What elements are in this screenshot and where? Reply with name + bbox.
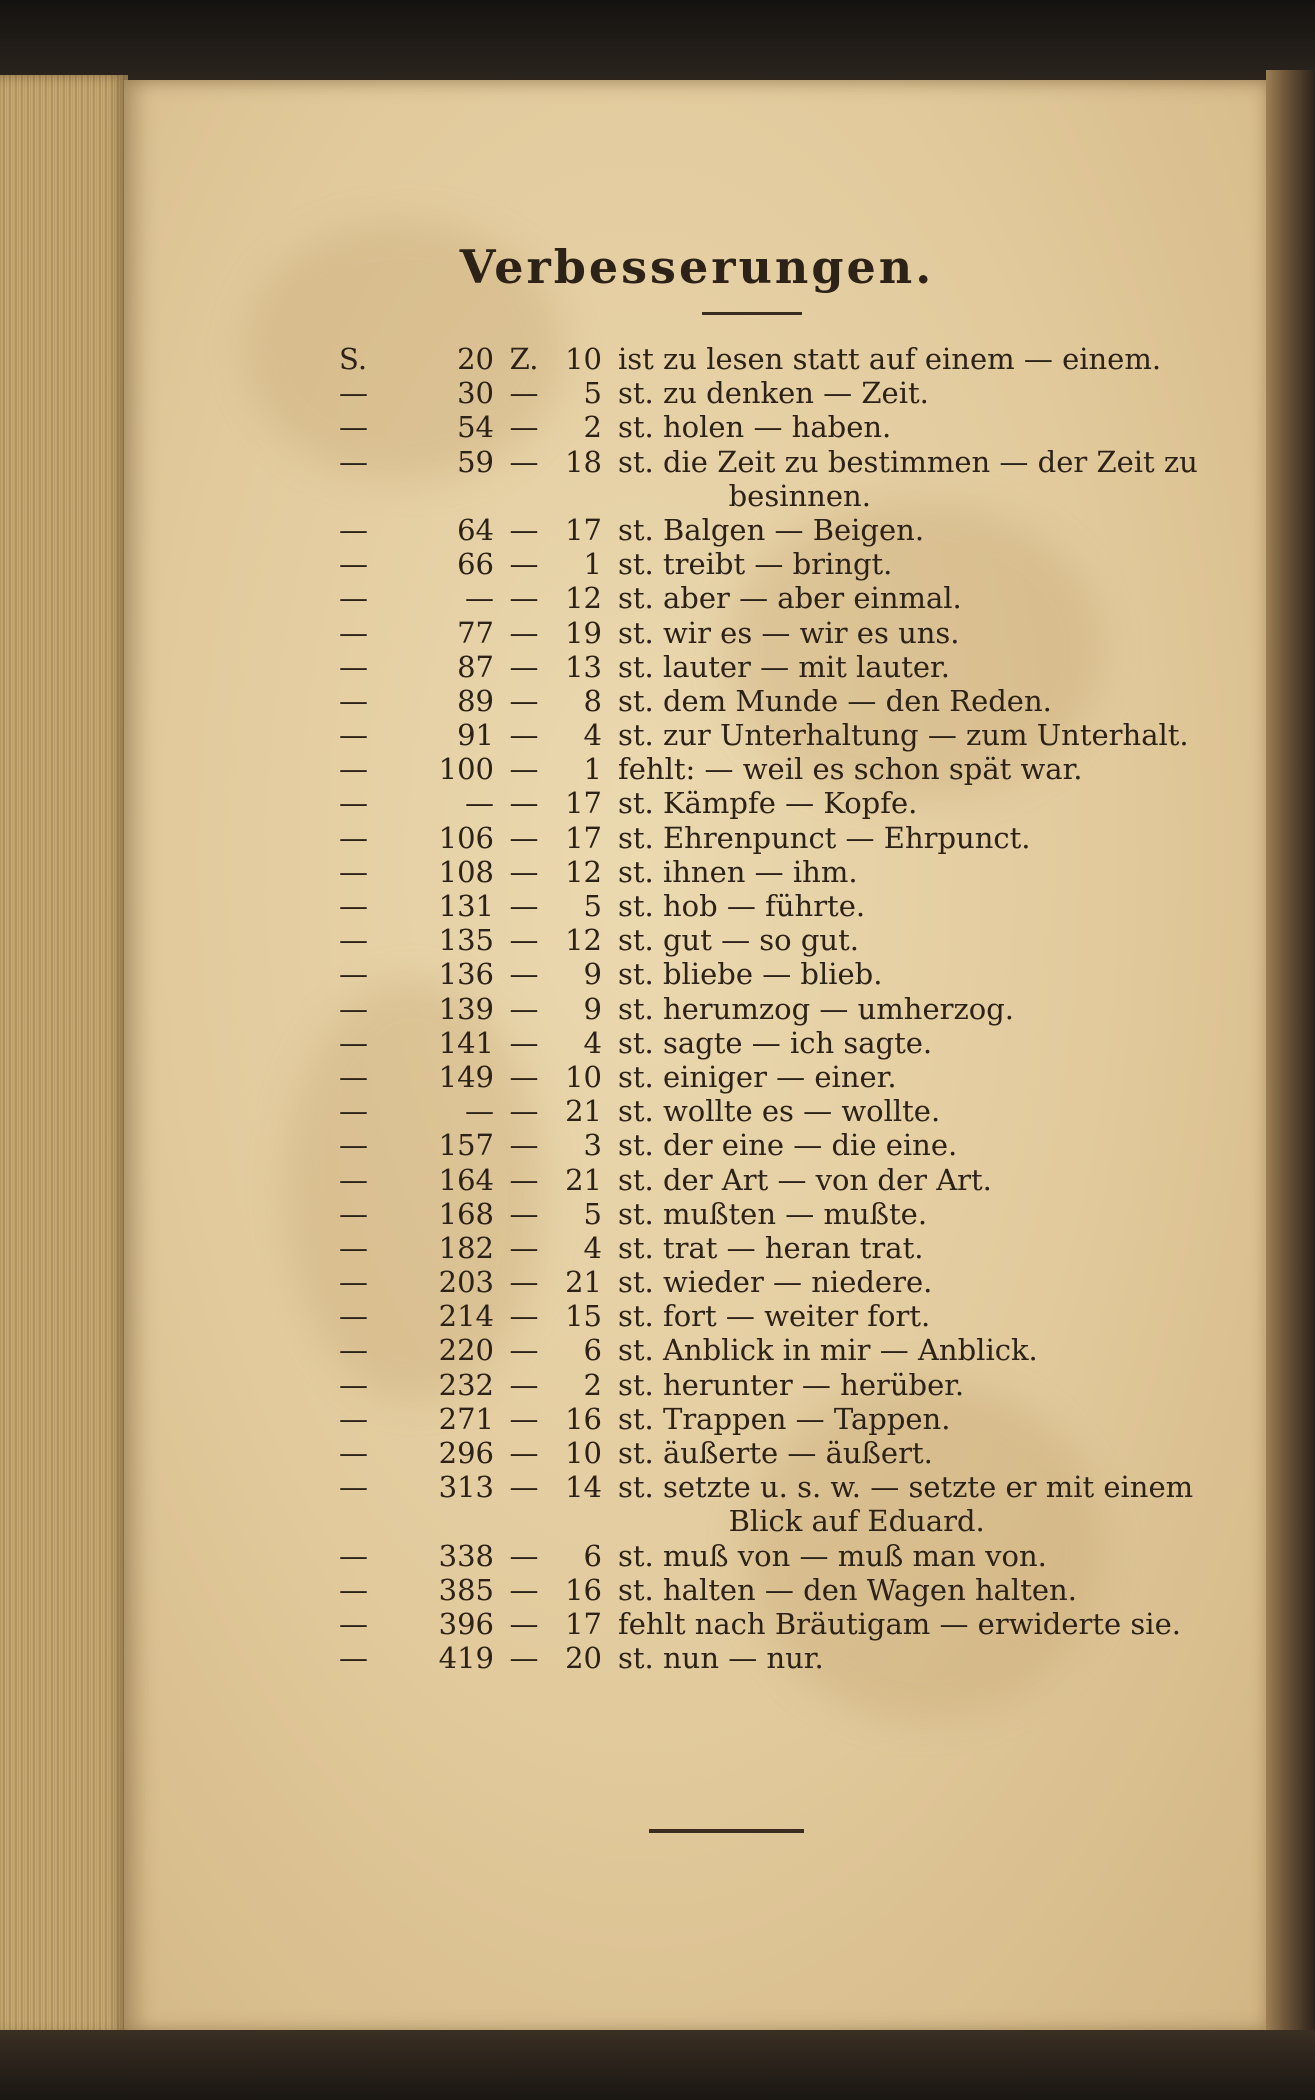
correction-row [339, 718, 1239, 752]
correction-row [339, 855, 1239, 889]
line-marker: — [509, 718, 539, 753]
correction-text: st. nun — nur. [618, 1641, 824, 1676]
corrections-list [339, 342, 1239, 1675]
page-marker: — [339, 718, 368, 753]
page-marker: — [339, 1333, 368, 1368]
page-number: 91 [457, 718, 494, 753]
correction-text: st. zu denken — Zeit. [618, 376, 929, 411]
page-number: 164 [438, 1162, 494, 1197]
line-marker: — [509, 547, 539, 582]
correction-row [339, 1504, 1239, 1538]
line-number: 20 [565, 1641, 602, 1676]
line-marker: — [509, 444, 539, 479]
line-number: 6 [583, 1333, 602, 1368]
page-marker: — [339, 752, 368, 787]
line-marker: — [509, 1606, 539, 1641]
correction-text: st. wollte es — wollte. [618, 1094, 941, 1129]
correction-row [339, 650, 1239, 684]
page-number: 54 [457, 410, 494, 445]
page-marker: — [339, 615, 368, 650]
page-marker: — [339, 1128, 368, 1163]
page-number: 87 [457, 649, 494, 684]
page-number: 135 [438, 923, 494, 958]
line-marker: — [509, 752, 539, 787]
page-marker: — [339, 957, 368, 992]
correction-row [339, 342, 1239, 376]
correction-row [339, 410, 1239, 444]
correction-row [339, 1231, 1239, 1265]
correction-text: st. sagte — ich sagte. [618, 1025, 933, 1060]
correction-row [339, 684, 1239, 718]
line-number: 5 [583, 1196, 602, 1231]
correction-row [339, 923, 1239, 957]
line-number: 10 [565, 1059, 602, 1094]
line-marker: — [509, 1470, 539, 1505]
page-number: — [465, 581, 494, 616]
page-number: 296 [438, 1436, 494, 1470]
correction-text: st. Kämpfe — Kopfe. [618, 786, 918, 821]
correction-text: st. bliebe — blieb. [618, 957, 883, 992]
correction-text: st. hob — führte. [618, 889, 866, 923]
correction-text: Blick auf Eduard. [618, 1504, 985, 1539]
correction-text: st. Balgen — Beigen. [618, 512, 925, 547]
line-marker: — [509, 1094, 539, 1129]
line-number: 12 [565, 581, 602, 616]
line-marker: — [509, 1401, 539, 1436]
correction-row [339, 616, 1239, 650]
page-number: 100 [438, 752, 494, 787]
correction-text: st. wieder — niedere. [618, 1265, 933, 1300]
page-marker: — [339, 1025, 368, 1060]
line-marker: — [509, 1025, 539, 1060]
correction-row [339, 1265, 1239, 1299]
correction-text: st. zur Unterhaltung — zum Unterhalt. [618, 718, 1189, 753]
line-marker: — [509, 410, 539, 445]
correction-row [339, 1060, 1239, 1094]
page-number: 149 [438, 1059, 494, 1094]
line-marker: — [509, 683, 539, 718]
correction-row [339, 1436, 1239, 1470]
line-marker: — [509, 1367, 539, 1402]
line-marker: — [509, 923, 539, 958]
line-number: 21 [565, 1162, 602, 1197]
correction-text: st. Trappen — Tappen. [618, 1401, 951, 1436]
page-marker: — [339, 889, 368, 923]
correction-row [339, 479, 1239, 513]
page-marker: — [339, 683, 368, 718]
line-marker: — [509, 957, 539, 992]
bottom-shadow [0, 2030, 1315, 2100]
title-divider [702, 312, 802, 315]
page-marker: — [339, 1641, 368, 1676]
line-marker [494, 479, 554, 513]
page-marker: — [339, 1606, 368, 1641]
line-number: 21 [565, 1094, 602, 1129]
page-number: 385 [438, 1572, 494, 1607]
book-page [124, 80, 1270, 2033]
page-marker: — [339, 581, 368, 616]
line-number: 1 [583, 547, 602, 582]
line-marker: — [509, 1230, 539, 1265]
line-marker: — [509, 854, 539, 889]
line-number: 1 [583, 752, 602, 787]
book-right-edge [1266, 70, 1315, 2040]
line-marker: — [509, 1333, 539, 1368]
page-number: 20 [457, 342, 494, 376]
correction-text: ist zu lesen statt auf einem — einem. [618, 342, 1162, 376]
line-marker: — [509, 1299, 539, 1334]
page-number: 338 [438, 1538, 494, 1573]
page-number: 131 [438, 889, 494, 923]
line-number: 5 [583, 376, 602, 411]
line-number: 17 [565, 1606, 602, 1641]
line-number [554, 1504, 602, 1538]
correction-text: fehlt nach Bräutigam — erwiderte sie. [618, 1606, 1181, 1641]
correction-text: st. Anblick in mir — Anblick. [618, 1333, 1038, 1368]
page-marker: — [339, 1094, 368, 1129]
line-number: 12 [565, 854, 602, 889]
page-number: 232 [438, 1367, 494, 1402]
page-number: 396 [438, 1606, 494, 1641]
correction-row [339, 1333, 1239, 1367]
line-marker: — [509, 376, 539, 411]
line-number: 4 [583, 1025, 602, 1060]
page-marker: — [339, 649, 368, 684]
correction-text: st. einiger — einer. [618, 1059, 897, 1094]
page-number: — [465, 786, 494, 821]
page-marker [339, 479, 399, 513]
line-marker: — [509, 1538, 539, 1573]
page-marker: — [339, 1265, 368, 1300]
line-marker: — [509, 649, 539, 684]
page-number: 139 [438, 991, 494, 1026]
line-marker: — [509, 1572, 539, 1607]
page-number: 157 [438, 1128, 494, 1163]
correction-text: st. setzte u. s. w. — setzte er mit einem [618, 1470, 1194, 1505]
line-marker: — [509, 820, 539, 855]
correction-text: st. ihnen — ihm. [618, 854, 858, 889]
page-number [399, 479, 494, 513]
correction-row [339, 513, 1239, 547]
correction-row [339, 376, 1239, 410]
correction-text: besinnen. [618, 478, 871, 513]
page-number: 313 [438, 1470, 494, 1505]
page-marker: — [339, 1401, 368, 1436]
end-divider [649, 1829, 804, 1833]
correction-text: st. fort — weiter fort. [618, 1299, 931, 1334]
page-marker: — [339, 547, 368, 582]
line-marker [494, 1504, 554, 1538]
page-marker: — [339, 820, 368, 855]
line-marker: — [509, 1436, 539, 1470]
correction-text: st. treibt — bringt. [618, 547, 893, 582]
page-marker: S. [339, 342, 368, 376]
line-marker: — [509, 1059, 539, 1094]
page-number: 66 [457, 547, 494, 582]
correction-text: st. die Zeit zu bestimmen — der Zeit zu [618, 444, 1198, 479]
line-number: 12 [565, 923, 602, 958]
correction-row [339, 1539, 1239, 1573]
correction-text: st. der Art — von der Art. [618, 1162, 992, 1197]
correction-row [339, 1026, 1239, 1060]
line-number: 2 [583, 410, 602, 445]
page-marker: — [339, 991, 368, 1026]
line-number: 17 [565, 820, 602, 855]
correction-row [339, 957, 1239, 991]
line-marker: — [509, 991, 539, 1026]
page-marker [339, 1504, 399, 1538]
correction-row [339, 821, 1239, 855]
page-marker: — [339, 410, 368, 445]
correction-text: st. der eine — die eine. [618, 1128, 958, 1163]
line-number [554, 479, 602, 513]
correction-row [339, 889, 1239, 923]
page-number: 64 [457, 512, 494, 547]
line-number: 16 [565, 1572, 602, 1607]
line-marker: — [509, 889, 539, 923]
line-marker: — [509, 1641, 539, 1676]
correction-text: st. gut — so gut. [618, 923, 859, 958]
correction-row [339, 992, 1239, 1026]
page-marker: — [339, 1470, 368, 1505]
line-number: 9 [583, 957, 602, 992]
line-number: 17 [565, 512, 602, 547]
correction-row [339, 1607, 1239, 1641]
page-number: 59 [457, 444, 494, 479]
line-number: 9 [583, 991, 602, 1026]
line-number: 13 [565, 649, 602, 684]
line-number: 14 [565, 1470, 602, 1505]
correction-row [339, 1197, 1239, 1231]
line-number: 18 [565, 444, 602, 479]
page-edges-stack [0, 75, 128, 2035]
correction-text: fehlt: — weil es schon spät war. [618, 752, 1083, 787]
page-number: 214 [438, 1299, 494, 1334]
page-marker: — [339, 512, 368, 547]
page-number: 271 [438, 1401, 494, 1436]
top-shadow [0, 0, 1315, 80]
page-marker: — [339, 376, 368, 411]
correction-text: st. mußten — mußte. [618, 1196, 928, 1231]
page-number: 141 [438, 1025, 494, 1060]
correction-text: st. lauter — mit lauter. [618, 649, 950, 684]
page-marker: — [339, 1572, 368, 1607]
line-marker: — [509, 581, 539, 616]
page-number: 419 [438, 1641, 494, 1676]
correction-row [339, 1094, 1239, 1128]
page-marker: — [339, 1436, 368, 1470]
correction-row [339, 1368, 1239, 1402]
line-marker: — [509, 786, 539, 821]
line-number: 19 [565, 615, 602, 650]
line-marker: — [509, 615, 539, 650]
page-number: 30 [457, 376, 494, 411]
correction-row [339, 752, 1239, 786]
page-number: 203 [438, 1265, 494, 1300]
page-marker: — [339, 1538, 368, 1573]
page-marker: — [339, 1196, 368, 1231]
line-number: 5 [583, 889, 602, 923]
correction-text: st. dem Munde — den Reden. [618, 683, 1052, 718]
correction-text: st. herumzog — umherzog. [618, 991, 1014, 1026]
correction-row [339, 1573, 1239, 1607]
line-number: 2 [583, 1367, 602, 1402]
line-marker: Z. [509, 342, 539, 376]
line-marker: — [509, 1196, 539, 1231]
line-number: 8 [583, 683, 602, 718]
line-number: 21 [565, 1265, 602, 1300]
correction-text: st. herunter — herüber. [618, 1367, 965, 1402]
correction-text: st. trat — heran trat. [618, 1230, 924, 1265]
correction-text: st. aber — aber einmal. [618, 581, 962, 616]
line-number: 10 [565, 1436, 602, 1470]
line-number: 4 [583, 718, 602, 753]
line-number: 17 [565, 786, 602, 821]
correction-row [339, 786, 1239, 820]
page-content [124, 80, 1270, 2033]
page-number: 168 [438, 1196, 494, 1231]
correction-row [339, 1641, 1239, 1675]
correction-row [339, 445, 1239, 479]
correction-row [339, 581, 1239, 615]
page-marker: — [339, 1059, 368, 1094]
page-number: 77 [457, 615, 494, 650]
page-marker: — [339, 444, 368, 479]
page-marker: — [339, 923, 368, 958]
page-marker: — [339, 1299, 368, 1334]
line-marker: — [509, 512, 539, 547]
page-number: 106 [438, 820, 494, 855]
correction-text: st. äußerte — äußert. [618, 1436, 933, 1470]
page-marker: — [339, 786, 368, 821]
correction-row [339, 1128, 1239, 1162]
correction-row [339, 1163, 1239, 1197]
correction-text: st. wir es — wir es uns. [618, 615, 960, 650]
correction-row [339, 1299, 1239, 1333]
line-marker: — [509, 1128, 539, 1163]
correction-text: st. halten — den Wagen halten. [618, 1572, 1077, 1607]
line-number: 4 [583, 1230, 602, 1265]
page-number: 89 [457, 683, 494, 718]
page-marker: — [339, 854, 368, 889]
correction-row [339, 547, 1239, 581]
page-title: Verbesserungen. [459, 240, 935, 294]
page-number [399, 1504, 494, 1538]
page-marker: — [339, 1367, 368, 1402]
line-number: 6 [583, 1538, 602, 1573]
page-marker: — [339, 1230, 368, 1265]
line-number: 15 [565, 1299, 602, 1334]
line-marker: — [509, 1162, 539, 1197]
correction-row [339, 1402, 1239, 1436]
line-marker: — [509, 1265, 539, 1300]
line-number: 10 [565, 342, 602, 376]
page-number: 220 [438, 1333, 494, 1368]
page-marker: — [339, 1162, 368, 1197]
line-number: 16 [565, 1401, 602, 1436]
line-number: 3 [583, 1128, 602, 1163]
correction-text: st. Ehrenpunct — Ehrpunct. [618, 820, 1031, 855]
page-number: — [465, 1094, 494, 1129]
page-number: 136 [438, 957, 494, 992]
page-number: 108 [438, 854, 494, 889]
correction-text: st. muß von — muß man von. [618, 1538, 1047, 1573]
page-number: 182 [438, 1230, 494, 1265]
correction-row [339, 1470, 1239, 1504]
correction-text: st. holen — haben. [618, 410, 892, 445]
